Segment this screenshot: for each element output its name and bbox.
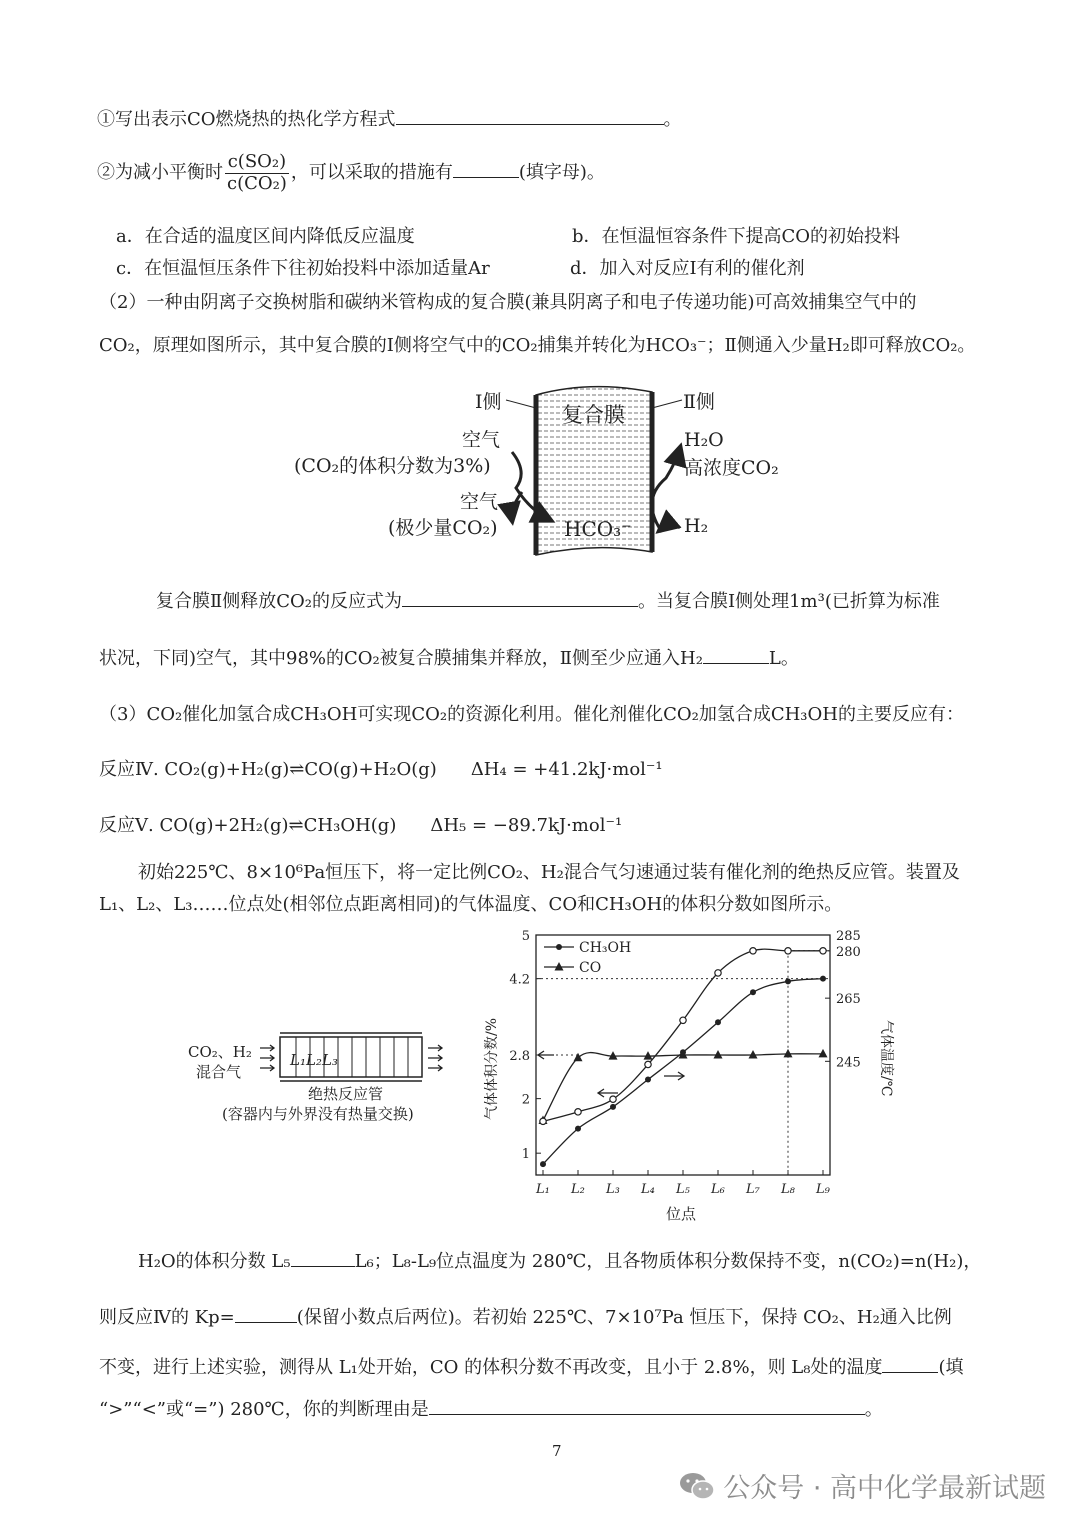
- left-out-arrow: [512, 492, 522, 520]
- h2-label: H₂: [684, 515, 709, 537]
- point-ch3oh: [750, 989, 756, 995]
- membrane-diagram: [280, 380, 820, 560]
- point-co: [574, 1053, 583, 1062]
- y2-tick-label: 280: [836, 944, 861, 960]
- q2-line2: CO₂，原理如图所示，其中复合膜的Ⅰ侧将空气中的CO₂捕集并转化为HCO₃⁻；Ⅱ侧通入少量H₂即可释放CO₂。: [99, 335, 976, 356]
- answer-blank-1[interactable]: [396, 108, 664, 125]
- q1-item2: ②为减小平衡时 $\frac{\text{c(SO₂)}}{\text{c(CO₂)}}$ ，可以采取的措施有 (填字母)。: [97, 151, 605, 194]
- chart-ylabel: 气体体积分数/%: [484, 1017, 500, 1120]
- side2-pointer: [652, 400, 682, 408]
- option-c: c．在恒温恒压条件下往初始投料中添加适量Ar: [116, 258, 490, 279]
- y-tick-label: 1: [521, 1147, 530, 1163]
- answer-blank-4[interactable]: [703, 647, 769, 664]
- reaction-tube-figure: [180, 1025, 450, 1125]
- left-axis-arrow: [598, 1089, 618, 1097]
- point-ch3oh: [715, 1019, 721, 1025]
- q3-after1: H₂O的体积分数 L₅ L₆；L₈-L₉位点温度为 280℃，且各物质体积分数保持不变，n(CO₂)=n(H₂)，: [138, 1251, 982, 1272]
- q3-after4: “>”“<”或“=”) 280℃，你的判断理由是 。: [99, 1399, 883, 1420]
- answer-blank-6[interactable]: [235, 1306, 297, 1323]
- point-ch3oh: [785, 978, 791, 984]
- answer-blank-8[interactable]: [429, 1398, 865, 1415]
- x-tick-label: L₇: [746, 1182, 760, 1197]
- page-number: 7: [552, 1442, 562, 1460]
- x-tick-label: L₆: [711, 1182, 725, 1197]
- point-temperature: [610, 1096, 616, 1102]
- point-temperature: [715, 970, 721, 976]
- side1-label: Ⅰ侧: [475, 391, 502, 413]
- site-chart: [478, 925, 898, 1225]
- wechat-icon: [679, 1471, 715, 1508]
- q3-cond2: L₁、L₂、L₃……位点处(相邻位点距离相同)的气体温度、CO和CH₃OH的体积分数如图所示。: [99, 894, 843, 915]
- rxn5: 反应Ⅴ. CO(g)+2H₂(g)⇌CH₃OH(g) ΔH₅ = −89.7kJ·mol⁻¹: [99, 815, 623, 836]
- point-temperature: [785, 948, 791, 954]
- point-temperature: [575, 1109, 581, 1115]
- chart-y2label: 气体温度/℃: [878, 1020, 894, 1097]
- q2-line3: 复合膜Ⅱ侧释放CO₂的反应式为 。当复合膜Ⅰ侧处理1m³(已折算为标准: [156, 591, 940, 612]
- right-axis-arrow: [664, 1072, 684, 1080]
- x-tick-label: L₄: [641, 1182, 655, 1197]
- co-axis-arrow: [538, 1051, 554, 1059]
- y-tick-label: 4.2: [509, 972, 530, 988]
- legend-ch3oh-marker: [556, 944, 562, 950]
- tube-inlet-arrows: [260, 1045, 274, 1071]
- co2-high-label: 高浓度CO₂: [684, 457, 779, 479]
- x-tick-label: L₉: [816, 1182, 830, 1197]
- side1-pointer: [506, 400, 536, 408]
- chart-xlabel: 位点: [666, 1205, 697, 1223]
- answer-blank-2[interactable]: [453, 161, 519, 178]
- point-co: [714, 1050, 723, 1059]
- legend-co-marker: [555, 962, 564, 971]
- y2-tick-label: 245: [836, 1055, 861, 1071]
- point-co: [784, 1049, 793, 1058]
- point-ch3oh: [575, 1126, 581, 1132]
- q3-cond1: 初始225℃、8×10⁶Pa恒压下，将一定比例CO₂、H₂混合气匀速通过装有催化剂的绝热反应管。装置及: [138, 862, 960, 883]
- tube-gas-label: CO₂、H₂: [188, 1043, 252, 1061]
- q1-item1: ①写出表示CO燃烧热的热化学方程式 。: [97, 109, 682, 130]
- h2o-label: H₂O: [684, 429, 724, 451]
- q3-after2: 则反应Ⅳ的 Kp= (保留小数点后两位)。若初始 225℃、7×10⁷Pa 恒压下，保持 CO₂、H₂通入比例: [99, 1307, 952, 1328]
- point-ch3oh: [645, 1077, 651, 1083]
- option-b: b．在恒温恒容条件下提高CO的初始投料: [572, 226, 901, 247]
- point-ch3oh: [540, 1161, 546, 1167]
- y2-tick-label: 285: [836, 929, 861, 944]
- x-tick-label: L₈: [781, 1182, 795, 1197]
- q3-intro: （3）CO₂催化加氢合成CH₃OH可实现CO₂的资源化利用。催化剂催化CO₂加氢合成CH₃OH的主要反应有：: [99, 704, 964, 725]
- q2-line4: 状况，下同)空气，其中98%的CO₂被复合膜捕集并释放，Ⅱ侧至少应通入H₂ L。: [99, 648, 799, 669]
- air-out-label: 空气: [460, 491, 499, 513]
- answer-blank-5[interactable]: [291, 1250, 355, 1267]
- option-a: a．在合适的温度区间内降低反应温度: [116, 226, 415, 247]
- tube-note: (容器内与外界没有热量交换): [222, 1105, 414, 1123]
- point-ch3oh: [820, 976, 826, 982]
- answer-blank-7[interactable]: [882, 1356, 938, 1373]
- membrane-label: 复合膜: [562, 403, 625, 427]
- x-tick-label: L₃: [606, 1182, 620, 1197]
- point-temperature: [680, 1017, 686, 1023]
- point-co: [749, 1050, 758, 1059]
- right-in-arrow: [660, 524, 680, 530]
- y-tick-label: 2.8: [509, 1049, 530, 1064]
- air-out-note: (极少量CO₂): [388, 517, 498, 539]
- air-in-label: 空气: [462, 429, 501, 451]
- x-tick-label: L₁: [536, 1182, 550, 1197]
- ratio-fraction: $\frac{\text{c(SO₂)}}{\text{c(CO₂)}}$: [227, 151, 287, 194]
- tube-outlet-arrows: [428, 1045, 442, 1071]
- point-ch3oh: [610, 1104, 616, 1110]
- y-tick-label: 2: [521, 1092, 530, 1108]
- y2-tick-label: 265: [836, 992, 861, 1008]
- tube-title: 绝热反应管: [308, 1085, 384, 1103]
- legend-ch3oh-label: CH₃OH: [579, 940, 632, 956]
- watermark-text: 公众号 · 高中化学最新试题: [723, 1473, 1046, 1504]
- tube-points-label: L₁L₂L₃: [290, 1051, 338, 1069]
- point-co: [819, 1049, 828, 1058]
- rxn4: 反应Ⅳ. CO₂(g)+H₂(g)⇌CO(g)+H₂O(g) ΔH₄ = +41.2kJ·mol⁻¹: [99, 759, 663, 780]
- y-tick-label: 5: [521, 929, 530, 944]
- legend-co-label: CO: [579, 960, 602, 976]
- right-out-arrow: [652, 448, 680, 532]
- hco3-label: HCO₃⁻: [564, 517, 632, 541]
- point-co: [644, 1051, 653, 1060]
- watermark: [679, 1466, 1046, 1508]
- point-temperature: [750, 948, 756, 954]
- point-temperature: [540, 1118, 546, 1124]
- tube-gas-label2: 混合气: [196, 1063, 242, 1081]
- point-temperature: [820, 948, 826, 954]
- q2-line1: （2）一种由阴离子交换树脂和碳纳米管构成的复合膜(兼具阴离子和电子传递功能)可高效捕集空气中的: [99, 292, 917, 313]
- series-line-CH₃OH: [543, 979, 823, 1164]
- q3-after3: 不变，进行上述实验，测得从 L₁处开始，CO 的体积分数不再改变，且小于 2.8%，则 L₈处的温度 (填: [99, 1357, 964, 1378]
- point-temperature: [645, 1061, 651, 1067]
- option-d: d．加入对反应Ⅰ有利的催化剂: [570, 258, 805, 279]
- side2-label: Ⅱ侧: [683, 391, 715, 413]
- x-tick-label: L₂: [571, 1182, 585, 1197]
- x-tick-label: L₅: [676, 1182, 690, 1197]
- air-in-note: (CO₂的体积分数为3%): [294, 455, 491, 477]
- answer-blank-3[interactable]: [402, 590, 638, 607]
